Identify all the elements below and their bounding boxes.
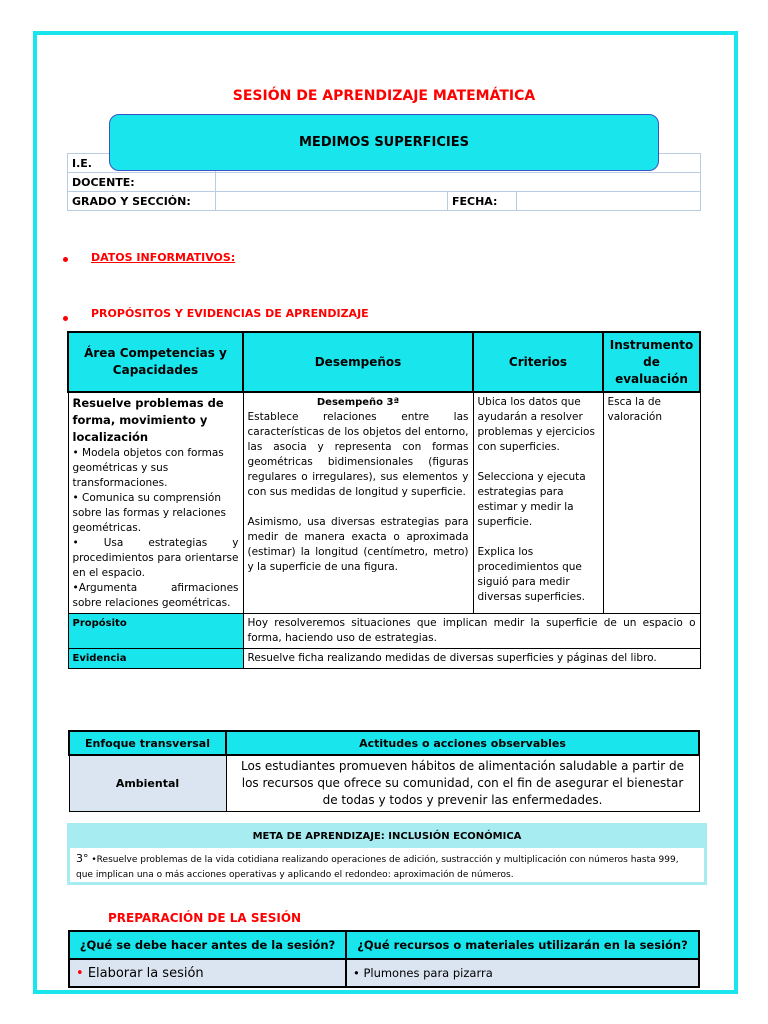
instrumento-cell: Esca la de valoración (603, 392, 700, 614)
antes-item (69, 959, 346, 987)
docente-label: DOCENTE: (68, 173, 216, 192)
preparacion-table (68, 930, 700, 988)
actitudes-header: Actitudes o acciones observables (226, 731, 699, 755)
enfoque-text: Los estudiantes promueven hábitos de alimentación saludable a partir de los recursos que ofrece su comunidad, con el fin de asegurar el bienestar de todas y todos y prevenir las enfermedades. (226, 755, 699, 812)
enfoque-header: Enfoque transversal (69, 731, 226, 755)
ie-label: I.E. (68, 154, 216, 173)
capacidad-item: •Argumenta afirmaciones sobre relaciones geométricas. (72, 582, 239, 609)
grado-label: GRADO Y SECCIÓN: (68, 192, 216, 211)
desempenos-cell (243, 392, 473, 614)
evidencia-label: Evidencia (68, 649, 243, 669)
desempeno-title: Desempeño 3ª (316, 397, 400, 408)
competencias-cell (68, 392, 243, 614)
header-desempenos: Desempeños (243, 332, 473, 392)
session-subtitle: MEDIMOS SUPERFICIES (299, 135, 469, 150)
propositos-table (67, 331, 701, 669)
evidencia-text: Resuelve ficha realizando medidas de diversas superficies y páginas del libro. (243, 649, 700, 669)
meta-text: •Resuelve problemas de la vida cotidiana realizando operaciones de adición, sustracción y multiplicación con números hasta 999, que implican una o más acciones operativas y aplicando el redondeo: aproximación de números. (76, 855, 679, 880)
meta-grade: 3° (76, 852, 89, 865)
enfoque-table (68, 730, 700, 812)
header-instrumento: Instrumento de evaluación (603, 332, 700, 392)
bullet-icon: • (76, 965, 84, 981)
antes-header: ¿Qué se debe hacer antes de la sesión? (69, 931, 346, 959)
meta-title: META DE APRENDIZAJE: INCLUSIÓN ECONÓMICA (70, 826, 704, 848)
capacidad-item: • Modela objetos con formas geométricas y sus transformaciones. (72, 447, 224, 489)
fecha-label: FECHA: (448, 192, 517, 211)
capacidad-item: • Comunica su comprensión sobre las formas y relaciones geométricas. (72, 492, 226, 534)
meta-body (70, 848, 704, 886)
header-criterios: Criterios (473, 332, 603, 392)
competencia-title: Resuelve problemas de forma, movimiento y localización (72, 396, 224, 444)
page-title: SESIÓN DE APRENDIZAJE MATEMÁTICA (232, 88, 536, 104)
section-datos: DATOS INFORMATIVOS: (91, 251, 236, 264)
desempeno-paragraph-2: Asimismo, usa diversas estrategias para medir de manera exacta o aproximada (estimar) la longitud (centímetro, metro) y la superficie de una figura. (247, 516, 469, 573)
capacidad-item: • Usa estrategias y procedimientos para orientarse en el espacio. (72, 537, 239, 579)
desempeno-paragraph-1: Establece relaciones entre las características de los objetos del entorno, las asocia y representa con formas geométricas bidimensionales (figuras regulares o irregulares), sus elementos y con sus medidas de longitud y superficie. (247, 411, 469, 498)
preparacion-title: PREPARACIÓN DE LA SESIÓN (108, 911, 302, 925)
criterio-item: Ubica los datos que ayudarán a resolver problemas y ejercicios con superficies. (477, 396, 595, 453)
recursos-item: • Plumones para pizarra (346, 959, 699, 987)
bullet-icon (63, 257, 68, 262)
meta-box (67, 823, 707, 885)
docente-value[interactable] (216, 173, 701, 192)
proposito-text: Hoy resolveremos situaciones que implican medir la superficie de un espacio o forma, haciendo uso de estrategias. (243, 614, 700, 649)
section-propositos: PROPÓSITOS Y EVIDENCIAS DE APRENDIZAJE (91, 307, 369, 320)
header-area: Área Competencias y Capacidades (68, 332, 243, 392)
grado-value[interactable] (216, 192, 448, 211)
fecha-value[interactable] (517, 192, 701, 211)
session-subtitle-box (109, 114, 659, 171)
criterio-item: Selecciona y ejecuta estrategias para estimar y medir la superficie. (477, 471, 586, 528)
recursos-header: ¿Qué recursos o materiales utilizarán en la sesión? (346, 931, 699, 959)
bullet-icon (63, 316, 68, 321)
criterios-cell (473, 392, 603, 614)
antes-item-text: Elaborar la sesión (87, 965, 204, 981)
proposito-label: Propósito (68, 614, 243, 649)
enfoque-name: Ambiental (69, 755, 226, 812)
criterio-item: Explica los procedimientos que siguió para medir diversas superficies. (477, 546, 585, 603)
